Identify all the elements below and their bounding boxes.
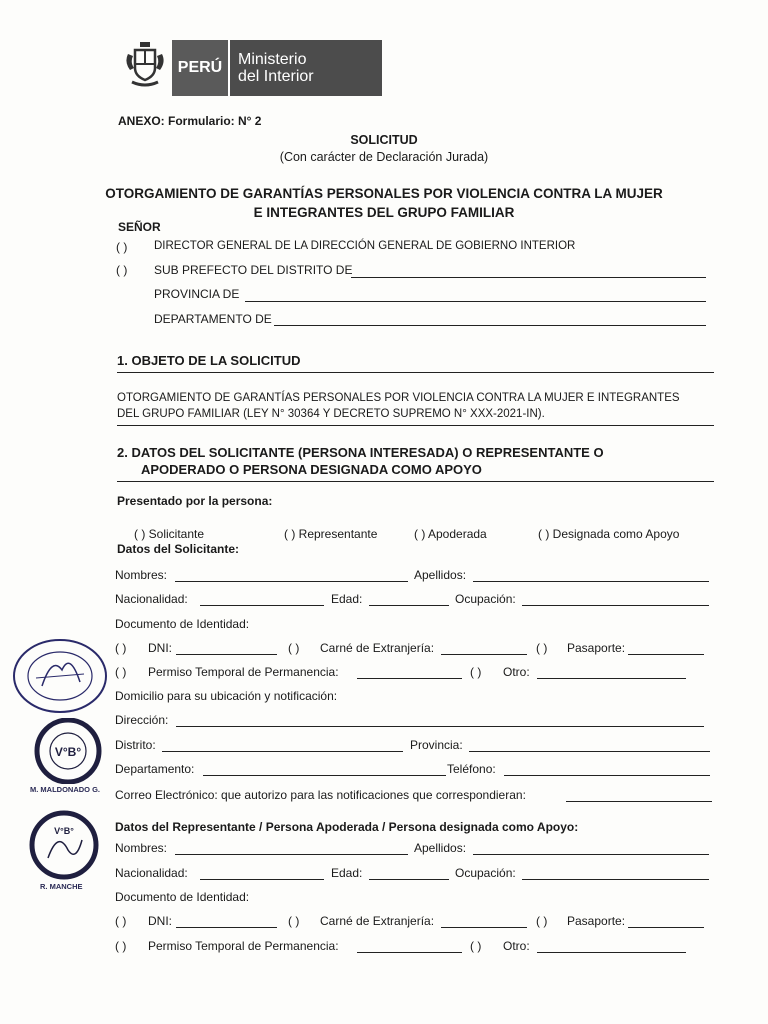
subprefecto-label: SUB PREFECTO DEL DISTRITO DE: [154, 263, 353, 277]
ocupacion-field[interactable]: [522, 605, 709, 606]
section2-title-line1: 2. DATOS DEL SOLICITANTE (PERSONA INTERESADA) O REPRESENTANTE O: [117, 445, 604, 460]
checkbox-subprefecto[interactable]: ( ): [116, 263, 128, 277]
rep-apellidos-field[interactable]: [473, 854, 709, 855]
nacionalidad-label: Nacionalidad:: [115, 592, 188, 606]
senor-label: SEÑOR: [118, 220, 161, 234]
annex-label: ANEXO: Formulario: N° 2: [118, 114, 262, 128]
rep-checkbox-pasaporte[interactable]: ( ): [536, 914, 548, 928]
provincia-field[interactable]: [245, 301, 706, 302]
section1-rule-bottom: [117, 425, 714, 426]
subprefecto-field[interactable]: [351, 277, 706, 278]
logo-ministry: Ministerio del Interior: [230, 40, 382, 96]
rep-ocupacion-label: Ocupación:: [455, 866, 516, 880]
apellidos-label: Apellidos:: [414, 568, 467, 582]
section2-rule: [117, 481, 714, 482]
rep-otro-field[interactable]: [537, 952, 686, 953]
rep-dni-label: DNI:: [148, 914, 172, 928]
option-representante[interactable]: ( ) Representante: [284, 527, 378, 541]
provincia-label: PROVINCIA DE: [154, 287, 240, 301]
rep-ocupacion-field[interactable]: [522, 879, 709, 880]
nombres-field[interactable]: [175, 581, 408, 582]
correo-label: Correo Electrónico: que autorizo para las notificaciones que correspondieran:: [115, 788, 526, 802]
rep-apellidos-label: Apellidos:: [414, 841, 467, 855]
apellidos-field[interactable]: [473, 581, 709, 582]
option-apoderada[interactable]: ( ) Apoderada: [414, 527, 487, 541]
ocupacion-label: Ocupación:: [455, 592, 516, 606]
distrito-field[interactable]: [162, 751, 403, 752]
documento-label: Documento de Identidad:: [115, 617, 250, 631]
coat-of-arms-icon: [122, 40, 168, 90]
stamp-name-2: R. MANCHE: [40, 882, 83, 891]
form-subtitle: (Con carácter de Declaración Jurada): [279, 150, 489, 164]
rep-checkbox-otro[interactable]: ( ): [470, 939, 482, 953]
distrito-label: Distrito:: [115, 738, 156, 752]
carne-label: Carné de Extranjería:: [320, 641, 435, 655]
nombres-label: Nombres:: [115, 568, 168, 582]
rep-checkbox-dni[interactable]: ( ): [115, 914, 127, 928]
director-label: DIRECTOR GENERAL DE LA DIRECCIÓN GENERAL DE GOBIERNO INTERIOR: [154, 240, 576, 252]
checkbox-permiso[interactable]: ( ): [115, 665, 127, 679]
rep-carne-field[interactable]: [441, 927, 527, 928]
option-solicitante[interactable]: ( ) Solicitante: [134, 527, 205, 541]
checkbox-pasaporte[interactable]: ( ): [536, 641, 548, 655]
logo-country: PERÚ: [172, 40, 230, 96]
main-heading-line2: E INTEGRANTES DEL GRUPO FAMILIAR: [253, 205, 515, 220]
correo-field[interactable]: [566, 801, 712, 802]
rep-documento-label: Documento de Identidad:: [115, 890, 250, 904]
rep-permiso-label: Permiso Temporal de Permanencia:: [148, 939, 339, 953]
nacionalidad-field[interactable]: [200, 605, 324, 606]
provincia-sol-field[interactable]: [469, 751, 710, 752]
checkbox-carne[interactable]: ( ): [288, 641, 300, 655]
rep-pasaporte-field[interactable]: [628, 927, 704, 928]
form-title: SOLICITUD: [350, 133, 418, 147]
rep-edad-field[interactable]: [369, 879, 449, 880]
permiso-field[interactable]: [357, 678, 462, 679]
domicilio-label: Domicilio para su ubicación y notificación:: [115, 689, 338, 703]
departamento-field[interactable]: [274, 325, 706, 326]
vb-stamp-1: [32, 718, 104, 784]
rep-dni-field[interactable]: [176, 927, 277, 928]
pasaporte-field[interactable]: [628, 654, 704, 655]
rep-permiso-field[interactable]: [357, 952, 462, 953]
direccion-label: Dirección:: [115, 713, 169, 727]
pasaporte-label: Pasaporte:: [567, 641, 626, 655]
departamento-label: DEPARTAMENTO DE: [154, 312, 272, 326]
section2-title-line2: APODERADO O PERSONA DESIGNADA COMO APOYO: [141, 462, 482, 477]
telefono-field[interactable]: [504, 775, 710, 776]
checkbox-director[interactable]: ( ): [116, 240, 128, 254]
option-apoyo[interactable]: ( ) Designada como Apoyo: [538, 527, 680, 541]
section1-title: 1. OBJETO DE LA SOLICITUD: [117, 353, 301, 368]
stamp-name-1: M. MALDONADO G.: [30, 785, 100, 794]
rep-carne-label: Carné de Extranjería:: [320, 914, 435, 928]
section1-text-line2: DEL GRUPO FAMILIAR (LEY N° 30364 Y DECRETO SUPREMO N° XXX-2021-IN).: [117, 408, 545, 420]
vb-stamp-2: [28, 810, 100, 880]
departamento-sol-label: Departamento:: [115, 762, 195, 776]
rep-nacionalidad-label: Nacionalidad:: [115, 866, 188, 880]
svg-text:V°B°: V°B°: [54, 826, 74, 836]
ministry-logo: [172, 40, 382, 96]
presented-by-label: Presentado por la persona:: [117, 494, 273, 508]
rep-nacionalidad-field[interactable]: [200, 879, 324, 880]
dni-label: DNI:: [148, 641, 172, 655]
otro-field[interactable]: [537, 678, 686, 679]
section1-text-line1: OTORGAMIENTO DE GARANTÍAS PERSONALES POR VIOLENCIA CONTRA LA MUJER E INTEGRANTES: [117, 392, 680, 404]
main-heading-line1: OTORGAMIENTO DE GARANTÍAS PERSONALES POR VIOLENCIA CONTRA LA MUJER: [105, 186, 663, 201]
rep-otro-label: Otro:: [503, 939, 530, 953]
datos-representante-label: Datos del Representante / Persona Apoderada / Persona designada como Apoyo:: [115, 820, 579, 834]
provincia-sol-label: Provincia:: [410, 738, 463, 752]
police-stamp: [10, 636, 110, 716]
checkbox-otro[interactable]: ( ): [470, 665, 482, 679]
checkbox-dni[interactable]: ( ): [115, 641, 127, 655]
rep-edad-label: Edad:: [331, 866, 363, 880]
section1-rule: [117, 372, 714, 373]
rep-checkbox-carne[interactable]: ( ): [288, 914, 300, 928]
permiso-label: Permiso Temporal de Permanencia:: [148, 665, 339, 679]
edad-field[interactable]: [369, 605, 449, 606]
direccion-field[interactable]: [176, 726, 704, 727]
telefono-label: Teléfono:: [447, 762, 496, 776]
dni-field[interactable]: [176, 654, 277, 655]
edad-label: Edad:: [331, 592, 363, 606]
rep-pasaporte-label: Pasaporte:: [567, 914, 626, 928]
otro-label: Otro:: [503, 665, 530, 679]
datos-solicitante-label: Datos del Solicitante:: [117, 542, 240, 556]
svg-text:V°B°: V°B°: [54, 745, 82, 759]
departamento-sol-field[interactable]: [203, 775, 446, 776]
rep-checkbox-permiso[interactable]: ( ): [115, 939, 127, 953]
carne-field[interactable]: [441, 654, 527, 655]
rep-nombres-field[interactable]: [175, 854, 408, 855]
rep-nombres-label: Nombres:: [115, 841, 168, 855]
